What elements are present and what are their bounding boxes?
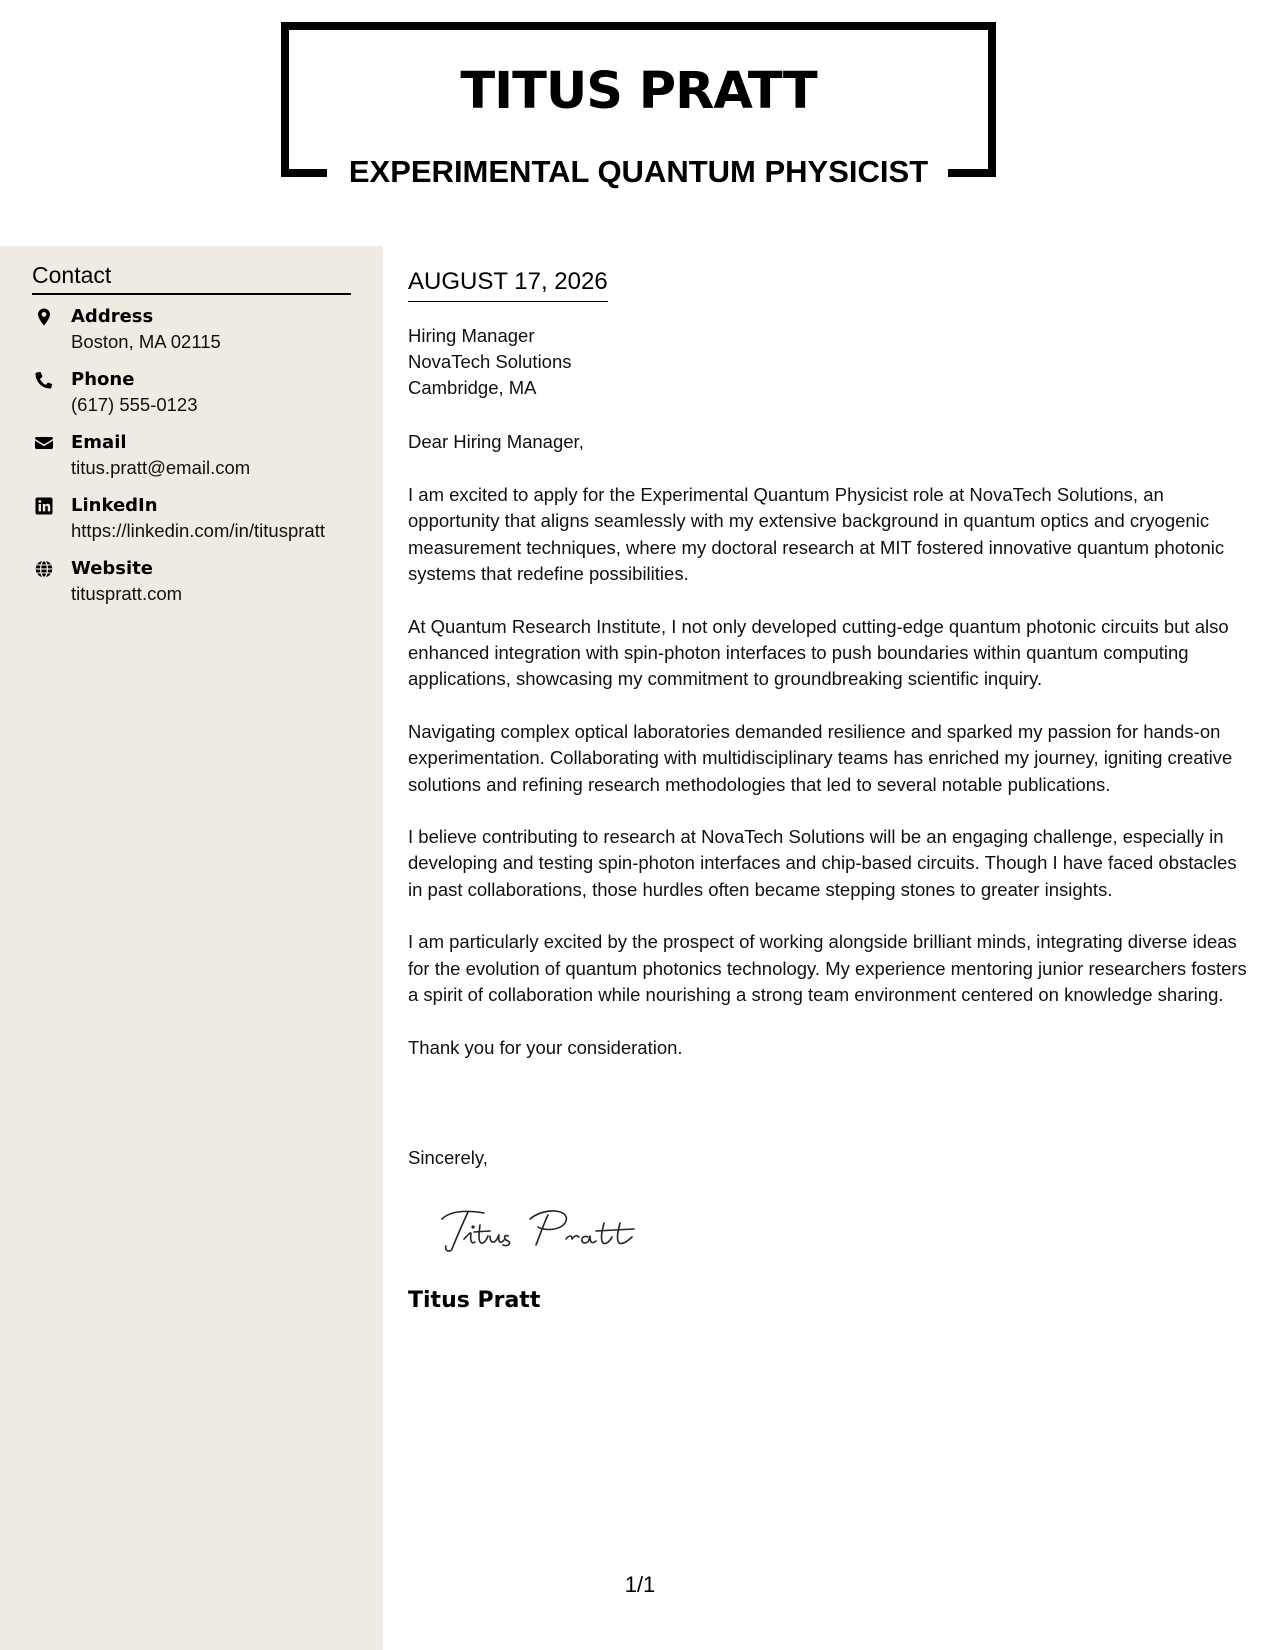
contact-item-address — [32, 304, 372, 367]
globe-icon — [34, 559, 54, 579]
recipient-line: NovaTech Solutions — [408, 351, 572, 372]
envelope-icon — [34, 433, 54, 453]
contact-value: titus.pratt@email.com — [71, 457, 251, 478]
contact-label: Phone — [71, 369, 135, 390]
contact-value: (617) 555-0123 — [71, 394, 198, 415]
contact-label: Website — [71, 558, 154, 579]
closing: Sincerely, — [408, 1147, 488, 1168]
body-paragraph: I believe contributing to research at NovaTech Solutions will be an engaging challenge, especially in developing and testing spin-photon interfaces and chip-based circuits. Though I have faced obstacles in past collaborations, those hurdles often became stepping stones to greater insights. — [408, 826, 1237, 900]
job-title: EXPERIMENTAL QUANTUM PHYSICIST — [348, 154, 929, 189]
letter-paragraphs — [408, 482, 1248, 1087]
letter-header — [0, 0, 1275, 246]
body-paragraph: At Quantum Research Institute, I not only developed cutting-edge quantum photonic circuits but also enhanced integration with spin-photon interfaces to push boundaries within quantum computing applications, showcasing my commitment to groundbreaking scientific inquiry. — [408, 615, 1229, 690]
linkedin-icon — [34, 496, 54, 516]
recipient-line: Cambridge, MA — [408, 377, 537, 398]
contact-label: LinkedIn — [71, 495, 158, 516]
contact-value: Boston, MA 02115 — [71, 331, 221, 352]
contact-item-linkedin — [32, 493, 372, 556]
letter-date: AUGUST 17, 2026 — [408, 266, 608, 302]
contact-item-website — [32, 556, 372, 619]
contact-sidebar — [0, 246, 383, 1650]
contact-heading: Contact — [32, 260, 351, 295]
handwritten-signature — [438, 1201, 658, 1261]
contact-label: Address — [71, 306, 154, 327]
phone-icon — [34, 370, 54, 390]
body-paragraph: Navigating complex optical laboratories demanded resilience and sparked my passion for hands-on experimentation. Collaborating with multidisciplinary teams has enriched my journey, igniting creative solutions and refining research methodologies that led to several notable publications. — [408, 720, 1233, 795]
signer-name: Titus Pratt — [408, 1288, 541, 1313]
contact-value: https://linkedin.com/in/tituspratt — [71, 520, 325, 541]
recipient-block — [408, 323, 572, 401]
body-paragraph: I am excited to apply for the Experimental Quantum Physicist role at NovaTech Solutions, an opportunity that aligns seamlessly with my extensive background in quantum optics and cryogenic measurement techniques, where my doctoral research at MIT fostered innovative quantum photonic systems that redefine possibilities. — [408, 484, 1225, 585]
contact-value: tituspratt.com — [71, 583, 183, 604]
recipient-line: Hiring Manager — [408, 325, 535, 346]
contact-item-phone — [32, 367, 372, 430]
page-number: 1/1 — [624, 1572, 656, 1597]
salutation: Dear Hiring Manager, — [408, 431, 584, 452]
contact-item-email — [32, 430, 372, 493]
contact-label: Email — [71, 432, 127, 453]
body-paragraph: Thank you for your consideration. — [408, 1036, 683, 1058]
body-paragraph: I am particularly excited by the prospect of working alongside brilliant minds, integrating diverse ideas for the evolution of quantum photonics technology. My experience mentoring junior researchers fosters a spirit of collaboration while nourishing a strong team environment centered on knowledge sharing. — [408, 931, 1247, 1006]
map-pin-icon — [34, 307, 54, 327]
contact-list — [32, 304, 372, 619]
applicant-name: TITUS PRATT — [460, 62, 817, 121]
